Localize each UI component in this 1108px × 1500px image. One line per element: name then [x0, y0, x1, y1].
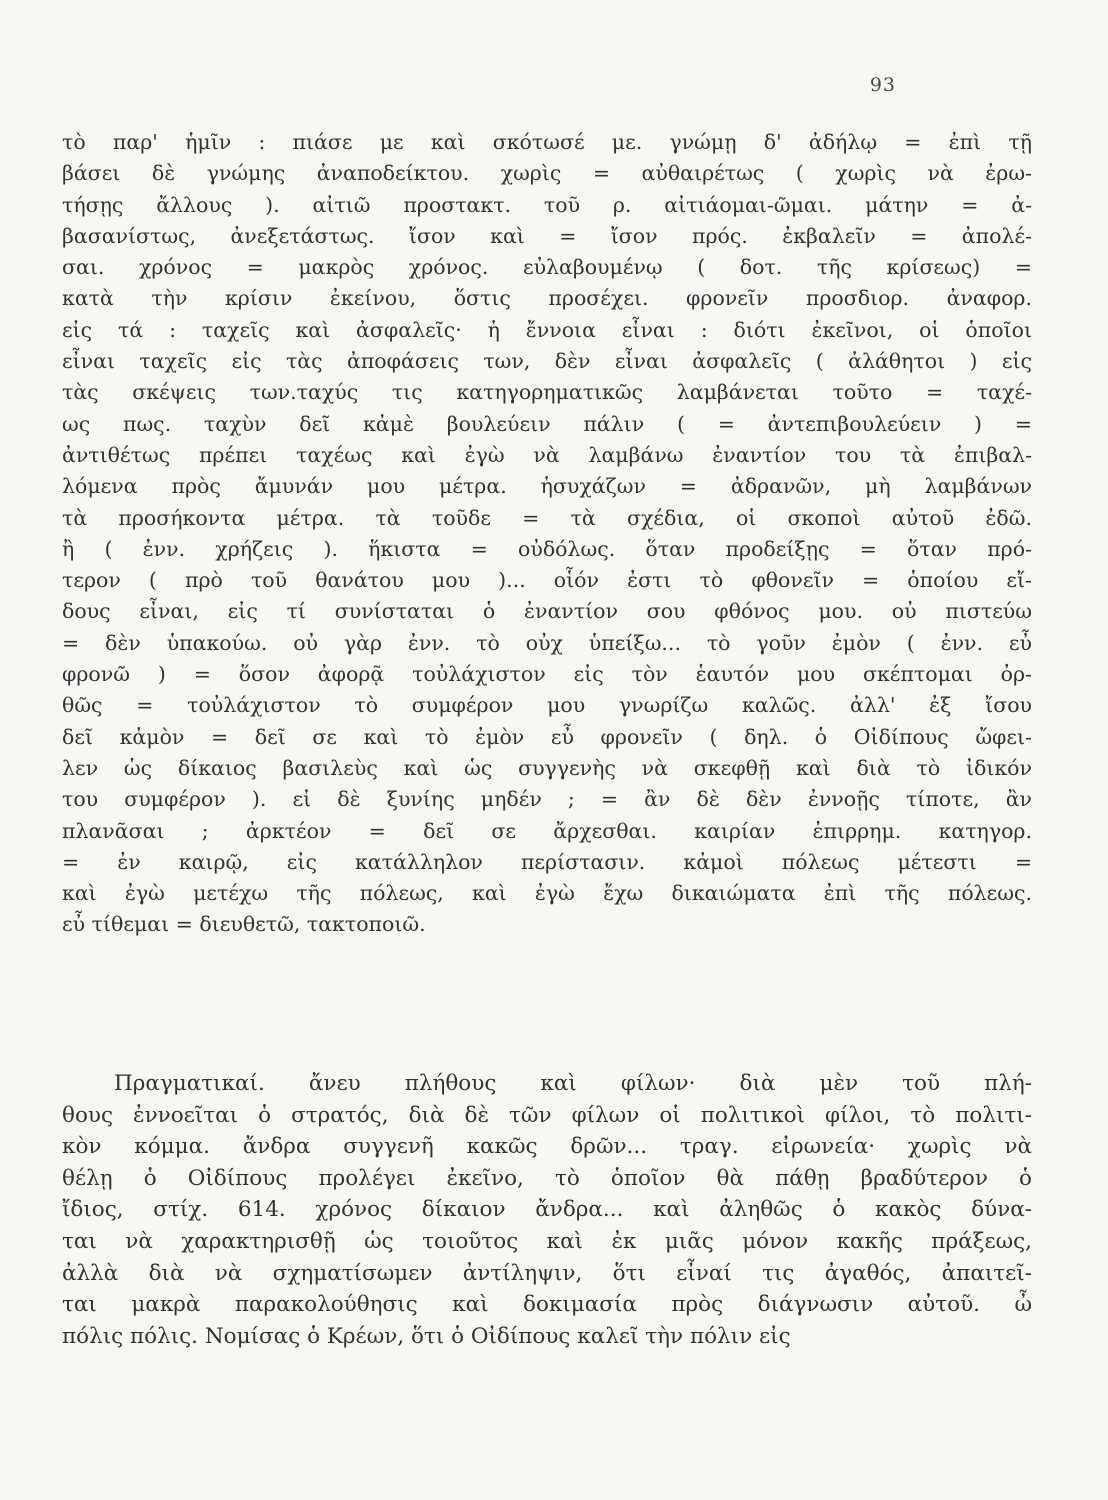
text-line: ἢ ( ἐνν. χρήζεις ). ἥκιστα = οὐδόλως. ὅταν προδείξῃς = ὅταν πρό- — [62, 536, 1032, 561]
commentary-block-2 — [62, 1068, 1032, 1352]
text-line: καὶ ἐγὼ μετέχω τῆς πόλεως, καὶ ἐγὼ ἔχω δικαιώματα ἐπὶ τῆς πόλεως. — [62, 881, 1032, 906]
text-line: θους ἐννοεῖται ὁ στρατός, διὰ δὲ τῶν φίλων οἱ πολιτικοὶ φίλοι, τὸ πολιτι- — [62, 1102, 1032, 1128]
text-line: πόλις πόλις. Νομίσας ὁ Κρέων, ὅτι ὁ Οἰδίπους καλεῖ τὴν πόλιν εἰς — [62, 1323, 791, 1349]
text-line: ἴδιος, στίχ. 614. χρόνος δίκαιον ἄνδρα... καὶ ἀληθῶς ὁ κακὸς δύνα- — [62, 1197, 1032, 1223]
text-line: ται μακρὰ παρακολούθησις καὶ δοκιμασία πρὸς διάγνωσιν αὐτοῦ. ὦ — [62, 1292, 1032, 1318]
text-line: βασανίστως, ἀνεξετάστως. ἴσον καὶ = ἴσον πρός. ἐκβαλεῖν = ἀπολέ- — [62, 223, 1032, 248]
text-line: τὸ παρ' ἡμῖν : πιάσε με καὶ σκότωσέ με. γνώμῃ δ' ἀδήλῳ = ἐπὶ τῇ — [62, 130, 1032, 154]
text-line: ως πως. ταχὺν δεῖ κἀμὲ βουλεύειν πάλιν ( = ἀντεπιβουλεύειν ) = — [62, 411, 1032, 436]
text-line: βάσει δὲ γνώμης ἀναποδείκτου. χωρὶς = αὐθαιρέτως ( χωρὶς νὰ ἐρω- — [62, 161, 1032, 186]
text-line: ἀντιθέτως πρέπει ταχέως καὶ ἐγὼ νὰ λαμβάνω ἐναντίον του τὰ ἐπιβαλ- — [62, 442, 1032, 467]
text-line: δεῖ κἀμὸν = δεῖ σε καὶ τὸ ἐμὸν εὖ φρονεῖν ( δηλ. ὁ Οἰδίπους ὤφει- — [62, 724, 1032, 749]
text-line: τερον ( πρὸ τοῦ θανάτου μου )... οἷόν ἐστι τὸ φθονεῖν = ὁποίου εἴ- — [62, 568, 1032, 593]
text-line: εἰς τά : ταχεῖς καὶ ἀσφαλεῖς· ἡ ἔννοια εἶναι : διότι ἐκεῖνοι, οἱ ὁποῖοι — [62, 317, 1032, 342]
text-line: ἀλλὰ διὰ νὰ σχηματίσωμεν ἀντίληψιν, ὅτι εἶναί τις ἀγαθός, ἀπαιτεῖ- — [62, 1260, 1032, 1286]
text-line: θῶς = τοὐλάχιστον τὸ συμφέρον μου γνωρίζω καλῶς. ἀλλ' ἐξ ἴσου — [62, 693, 1032, 718]
text-line: τὰ προσήκοντα μέτρα. τὰ τοῦδε = τὰ σχέδια, οἱ σκοποὶ αὐτοῦ ἐδῶ. — [62, 505, 1032, 530]
text-line: κὸν κόμμα. ἄνδρα συγγενῆ κακῶς δρῶν... τραγ. εἰρωνεία· χωρὶς νὰ — [62, 1134, 1032, 1160]
text-line: λόμενα πρὸς ἄμυνάν μου μέτρα. ἡσυχάζων = ἀδρανῶν, μὴ λαμβάνων — [62, 474, 1032, 499]
text-line: θέλῃ ὁ Οἰδίπους προλέγει ἐκεῖνο, τὸ ὁποῖον θὰ πάθῃ βραδύτερον ὁ — [62, 1165, 1032, 1191]
text-line: ται νὰ χαρακτηρισθῇ ὡς τοιοῦτος καὶ ἐκ μιᾶς μόνον κακῆς πράξεως, — [62, 1228, 1032, 1254]
text-line: πλανᾶσαι ; ἀρκτέον = δεῖ σε ἄρχεσθαι. καιρίαν ἐπιρρημ. κατηγορ. — [62, 818, 1032, 843]
text-line: φρονῶ ) = ὅσον ἀφορᾷ τοὐλάχιστον εἰς τὸν ἑαυτόν μου σκέπτομαι ὀρ- — [62, 662, 1032, 687]
text-line: = δὲν ὑπακούω. οὐ γὰρ ἐνν. τὸ οὐχ ὑπείξω... τὸ γοῦν ἐμὸν ( ἐνν. εὖ — [62, 630, 1032, 655]
text-line: εἶναι ταχεῖς εἰς τὰς ἀποφάσεις των, δὲν εἶναι ἀσφαλεῖς ( ἀλάθητοι ) εἰς — [62, 349, 1032, 374]
commentary-block-1 — [62, 127, 1032, 941]
page-number: 93 — [869, 74, 896, 96]
text-line: σαι. χρόνος = μακρὸς χρόνος. εὐλαβουμένῳ ( δοτ. τῆς κρίσεως) = — [62, 255, 1032, 280]
text-line: εὖ τίθεμαι = διευθετῶ, τακτοποιῶ. — [62, 912, 426, 937]
text-line: δους εἶναι, εἰς τί συνίσταται ὁ ἐναντίον σου φθόνος μου. οὐ πιστεύω — [62, 599, 1032, 624]
text-line: κατὰ τὴν κρίσιν ἐκείνου, ὅστις προσέχει. φρονεῖν προσδιορ. ἀναφορ. — [62, 286, 1032, 311]
text-line: τήσῃς ἄλλους ). αἰτιῶ προστακτ. τοῦ ρ. αἰτιάομαι-ῶμαι. μάτην = ἀ- — [62, 192, 1032, 217]
text-line: λεν ὡς δίκαιος βασιλεὺς καὶ ὡς συγγενὴς νὰ σκεφθῇ καὶ διὰ τὸ ἰδικόν — [62, 755, 1032, 780]
text-line: Πραγματικαί. ἄνευ πλήθους καὶ φίλων· διὰ μὲν τοῦ πλή- — [114, 1071, 1032, 1096]
text-line: τὰς σκέψεις των.ταχύς τις κατηγορηματικῶς λαμβάνεται τοῦτο = ταχέ- — [62, 380, 1032, 405]
text-line: = ἐν καιρῷ, εἰς κατάλληλον περίστασιν. κἀμοὶ πόλεως μέτεστι = — [62, 849, 1032, 874]
text-line: του συμφέρον ). εἰ δὲ ξυνίης μηδέν ; = ἂν δὲ δὲν ἐννοῇς τίποτε, ἂν — [62, 787, 1032, 812]
